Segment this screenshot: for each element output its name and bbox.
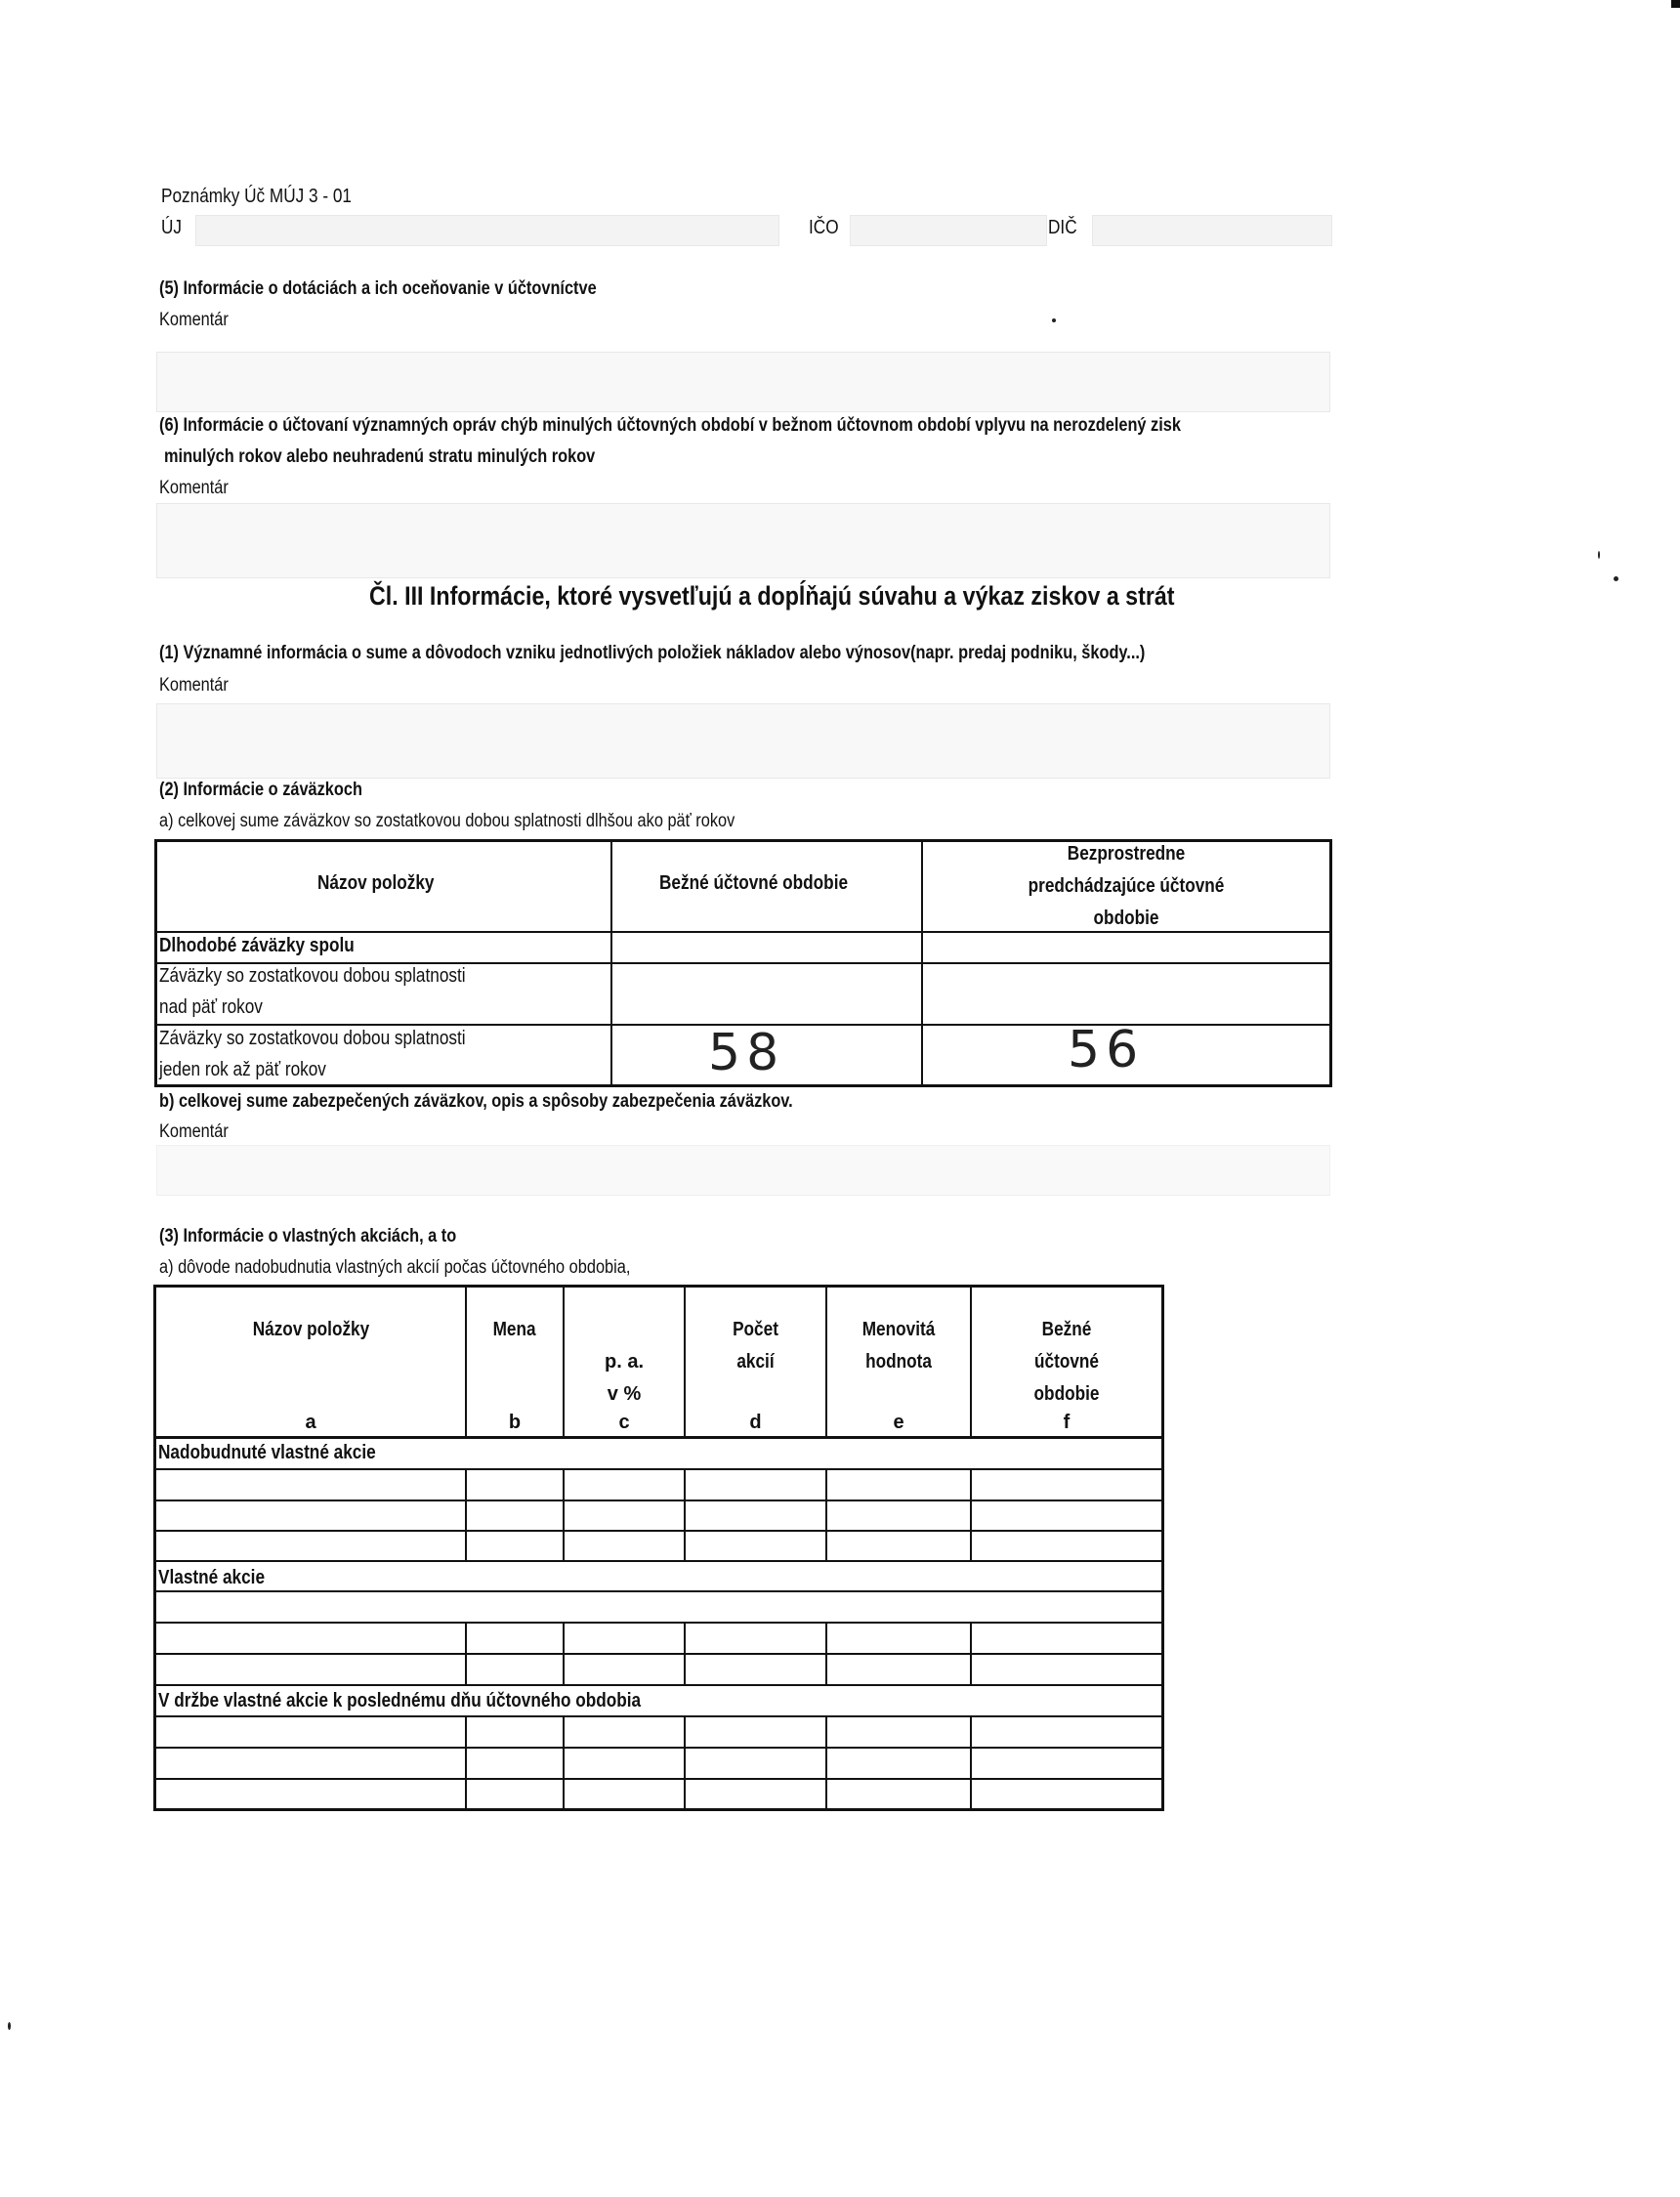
s2-heading: (2) Informácie o záväzkoch xyxy=(159,780,362,800)
ico-field[interactable] xyxy=(850,215,1047,246)
row-over5-label-line1: Záväzky so zostatkovou dobou splatnosti xyxy=(159,965,466,987)
section5-comment-field[interactable] xyxy=(156,352,1330,412)
shares-col-current-period: Bežné účtovné obdobie xyxy=(1033,1319,1100,1405)
s1-comment-label: Komentár xyxy=(159,675,229,696)
group-acquired-shares: Nadobudnuté vlastné akcie xyxy=(158,1442,376,1463)
s3-heading: (3) Informácie o vlastných akciách, a to xyxy=(159,1226,457,1246)
letter-b: b xyxy=(508,1412,522,1433)
dic-field[interactable] xyxy=(1092,215,1332,246)
letter-a: a xyxy=(305,1412,316,1433)
s1-comment-field[interactable] xyxy=(156,703,1330,779)
handwritten-current-value: 58 xyxy=(708,1024,785,1082)
section6-comment-label: Komentár xyxy=(159,478,229,498)
scan-speck xyxy=(1614,576,1618,581)
part3-title: Čl. III Informácie, ktoré vysvetľujú a dopĺňajú súvahu a výkaz ziskov a strát xyxy=(369,581,1175,611)
row-1to5-label-line1: Záväzky so zostatkovou dobou splatnosti xyxy=(159,1028,466,1049)
scan-speck xyxy=(1052,318,1056,322)
row-1to5-label-line2: jeden rok až päť rokov xyxy=(159,1059,326,1080)
letter-d: d xyxy=(749,1412,762,1433)
handwritten-previous-value: 56 xyxy=(1068,1021,1145,1079)
section6-heading-line2: minulých rokov alebo neuhradenú stratu minulých rokov xyxy=(164,446,596,467)
section5-heading: (5) Informácie o dotáciách a ich oceňovanie v účtovníctve xyxy=(159,278,597,299)
shares-col-nominal: Menovitá hodnota xyxy=(861,1319,936,1373)
s3-sub-a: a) dôvode nadobudnutia vlastných akcií počas účtovného obdobia, xyxy=(159,1257,631,1278)
uj-field[interactable] xyxy=(195,215,779,246)
row-total-label: Dlhodobé záväzky spolu xyxy=(159,935,355,956)
section6-comment-field[interactable] xyxy=(156,503,1330,578)
section6-heading-line1: (6) Informácie o účtovaní významných opráv chýb minulých účtovných období v bežnom účtovnom období vplyvu na nerozdelený zisk xyxy=(159,415,1181,436)
ico-label: IČO xyxy=(809,217,839,238)
s2-comment-label: Komentár xyxy=(159,1121,229,1142)
s2-comment-field[interactable] xyxy=(156,1145,1330,1196)
group-held-shares: V držbe vlastné akcie k poslednému dňu účtovného obdobia xyxy=(158,1690,642,1711)
scan-edge-mark xyxy=(1671,0,1680,8)
s2-sub-b: b) celkovej sume zabezpečených záväzkov, opis a spôsoby zabezpečenia záväzkov. xyxy=(159,1091,793,1112)
letter-f: f xyxy=(1063,1412,1071,1433)
group-own-shares: Vlastné akcie xyxy=(158,1567,266,1588)
section5-comment-label: Komentár xyxy=(159,310,229,330)
letter-e: e xyxy=(893,1412,904,1433)
scan-speck xyxy=(1598,551,1600,559)
col-header-previous: Bezprostredne predchádzajúce účtovné obdobie xyxy=(1028,843,1225,929)
s2-sub-a: a) celkovej sume záväzkov so zostatkovou dobou splatnosti dlhšou ako päť rokov xyxy=(159,811,735,831)
form-title: Poznámky Úč MÚJ 3 - 01 xyxy=(161,186,352,207)
shares-col-pa: p. a. v % xyxy=(604,1351,644,1405)
scan-speck xyxy=(8,2022,11,2030)
s1-heading: (1) Významné informácia o sume a dôvodoch vzniku jednotlivých položiek nákladov alebo výnosov(napr. predaj podniku, škody...) xyxy=(159,643,1146,663)
dic-label: DIČ xyxy=(1048,217,1077,238)
shares-col-currency: Mena xyxy=(493,1319,536,1340)
col-header-current: Bežné účtovné obdobie xyxy=(659,872,849,894)
letter-c: c xyxy=(618,1412,630,1433)
shares-col-count: Počet akcií xyxy=(733,1319,778,1373)
shares-col-name: Názov položky xyxy=(252,1319,369,1340)
col-header-name: Názov položky xyxy=(317,872,435,894)
uj-label: ÚJ xyxy=(161,217,183,238)
row-over5-label-line2: nad päť rokov xyxy=(159,996,263,1018)
